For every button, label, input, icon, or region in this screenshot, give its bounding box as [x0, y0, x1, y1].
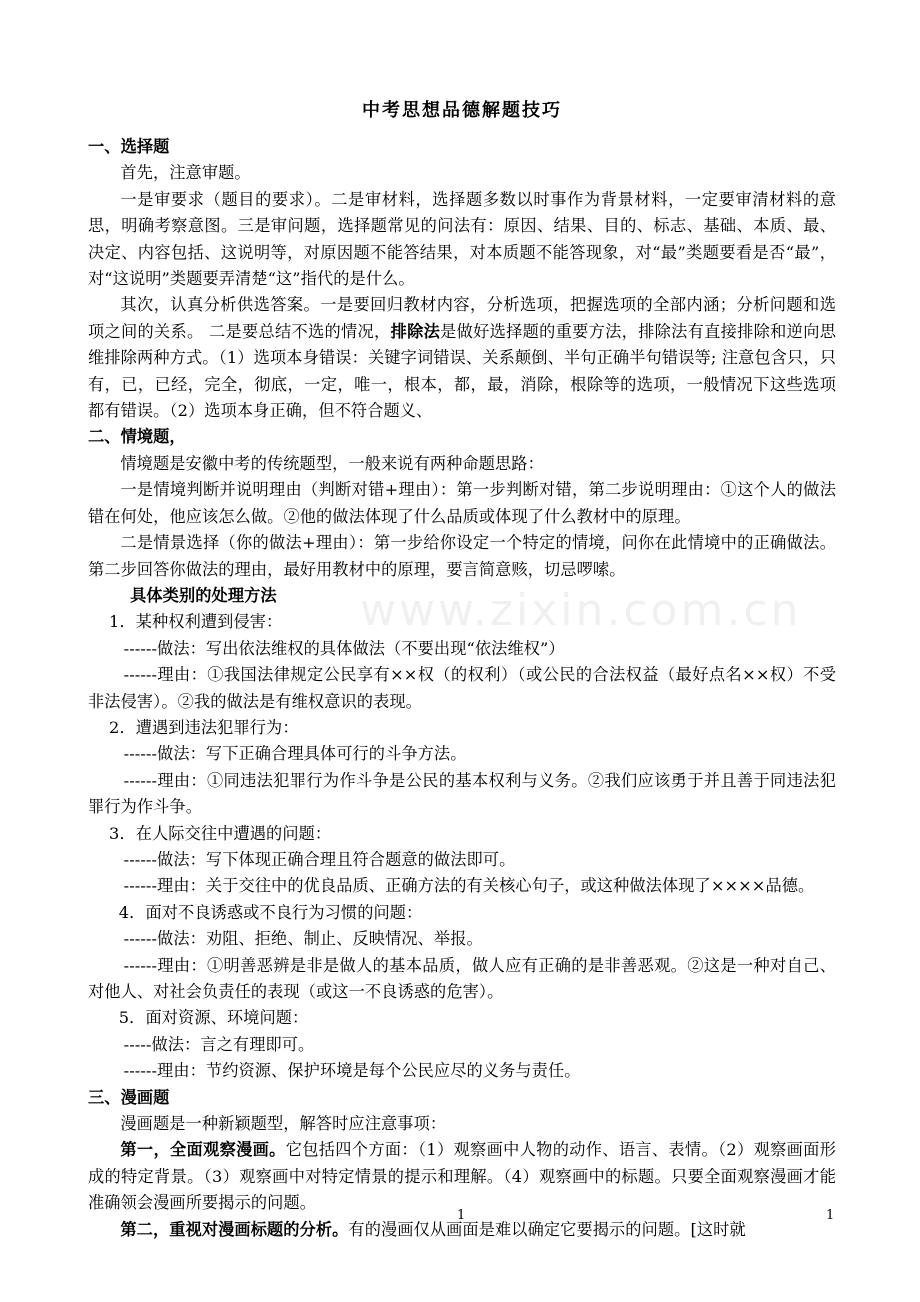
item-method: ------做法：写下正确合理具体可行的斗争方法。 — [123, 744, 467, 764]
page-title: 中考思想品德解题技巧 — [362, 100, 562, 121]
paragraph: 首先，注意审题。 — [120, 163, 251, 183]
item-reason: ------理由：节约资源、保护环境是每个公民应尽的义务与责任。 — [123, 1061, 581, 1081]
paragraph — [88, 1137, 836, 1216]
section-heading-cartoon: 三、漫画题 — [88, 1087, 170, 1107]
item-title: 3．在人际交往中遭遇的问题： — [109, 823, 332, 843]
paragraph: 情境题是安徽中考的传统题型，一般来说有两种命题思路： — [120, 453, 544, 473]
page-number-center: 1 — [457, 1208, 466, 1223]
item-reason: ------理由：①同违法犯罪行为作斗争是公民的基本权利与义务。②我们应该勇于并且善于同违法犯罪行为作斗争。 — [88, 770, 836, 817]
paragraph: 二是情景选择（你的做法+理由）：第一步给你设定一个特定的情境，问你在此情境中的正确做法。第二步回答你做法的理由，最好用教材中的原理，要言简意赅，切忌啰嗦。 — [88, 533, 836, 579]
paragraph: 一是情境判断并说明理由（判断对错+理由）：第一步判断对错，第二步说明理由：①这个人的做法错在何处，他应该怎么做。②他的做法体现了什么品质或体现了什么教材中的原理。 — [88, 480, 836, 526]
paragraph: 一是审要求（题目的要求）。二是审材料，选择题多数以时事作为背景材料，一定要审清材料的意思，明确考察意图。三是审问题，选择题常见的问法有：原因、结果、目的、标志、基础、本质、最、决定、内容包括、这说明等，对原因题不能答结果，对本质题不能答现象，对“最”类题要看是否“最”，对“这说明”类题要弄清楚“这”指代的是什么。 — [88, 189, 836, 289]
paragraph-text: 是做好选择题的重要方法，排除法有直接排除和逆向思维排除两种方式。（1）选项本身错误：关键字词错误、关系颠倒、半句正确半句错误等; 注意包含只，只有，已，已经，完全，彻底，一定，唯一，根本，都，最，消除，根除等的选项，一般情况下这些选项都有错误。（2）选项本身正确，但不符合题义、 — [88, 321, 836, 421]
paragraph-text: 有的漫画仅从画面是难以确定它要揭示的问题。[这时就 — [348, 1219, 746, 1239]
item-method: -----做法：言之有理即可。 — [123, 1034, 315, 1054]
item-title: 5．面对资源、环境问题： — [118, 1008, 309, 1028]
item-method: ------做法：写下体现正确合理且符合题意的做法即可。 — [123, 849, 516, 869]
item-title: 2．遭遇到违法犯罪行为： — [109, 717, 299, 737]
document-body — [88, 96, 836, 1243]
item-title: 1．某种权利遭到侵害： — [109, 612, 283, 632]
paragraph: 漫画题是一种新颖题型，解答时应注意事项： — [120, 1114, 447, 1134]
item-method: ------做法：劝阻、拒绝、制止、反映情况、举报。 — [123, 929, 483, 949]
section-heading-choice: 一、选择题 — [88, 137, 170, 156]
item-method: ------做法：写出依法维权的具体做法（不要出现“依法维权”） — [123, 638, 565, 658]
item-reason: ------理由：①明善恶辨是非是做人的基本品质，做人应有正确的是非善恶观。②这是一种对自己、对他人、对社会负责任的表现（或这一不良诱惑的危害）。 — [88, 955, 836, 1001]
paragraph-text: 它包括四个方面：（1）观察画中人物的动作、语言、表情。（2）观察画面形成的特定背景。（3）观察画中对特定情景的提示和理解。（4）观察画中的标题。只要全面观察漫画才能准确领会漫画所要揭示的问题。 — [88, 1140, 836, 1213]
sub-heading: 具体类别的处理方法 — [130, 585, 277, 605]
item-reason: ------理由：关于交往中的优良品质、正确方法的有关核心句子，或这种做法体现了××××品德。 — [123, 876, 815, 896]
bold-term: 排除法 — [390, 321, 441, 341]
section-heading-situation: 二、情境题， — [88, 427, 186, 447]
watermark: www.zixin.com.cn — [360, 585, 802, 636]
bold-term: 第一，全面观察漫画。 — [120, 1140, 286, 1160]
paragraph-text: 其次，认真分析供选答案。一是要回归教材内容，分析选项，把握选项的全部内涵；分析问题和选项之间的关系。 二是要总结不选的情况， — [88, 295, 836, 341]
item-reason: ------理由：①我国法律规定公民享有××权（的权利）（或公民的合法权益（最好点名××权）不受非法侵害）。②我的做法是有维权意识的表现。 — [88, 665, 836, 711]
item-title: 4．面对不良诱惑或不良行为习惯的问题： — [118, 902, 423, 922]
paragraph — [88, 292, 836, 424]
page-number-right: 1 — [826, 1208, 835, 1223]
bold-term: 第二，重视对漫画标题的分析。 — [120, 1219, 349, 1239]
